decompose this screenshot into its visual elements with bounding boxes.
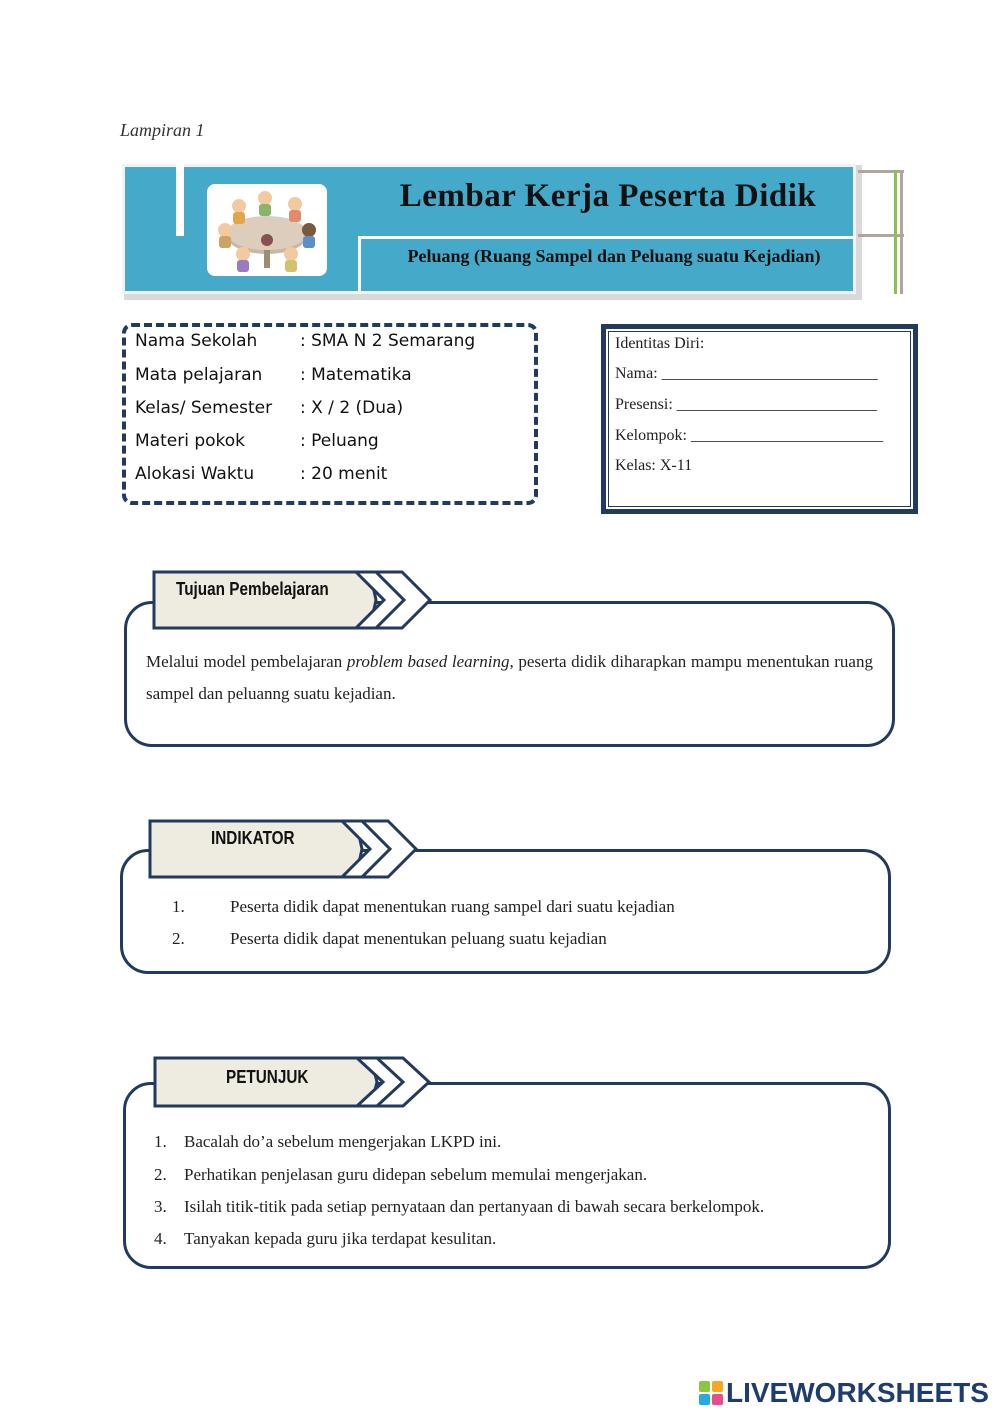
info-label: Alokasi Waktu	[135, 464, 255, 484]
item-number: 4.	[154, 1229, 167, 1248]
class-field: Kelas: X-11	[615, 457, 693, 474]
info-row-class	[135, 398, 404, 418]
indicator-item	[172, 897, 675, 917]
learning-objective-text	[146, 646, 873, 710]
liveworksheets-logo-icon	[698, 1380, 724, 1406]
info-label: Kelas/ Semester	[135, 398, 273, 418]
item-number: 1.	[154, 1132, 167, 1151]
item-number: 2.	[172, 929, 185, 948]
liveworksheets-logo[interactable]	[698, 1376, 989, 1410]
item-text: Tanyakan kepada guru jika terdapat kesulitan.	[184, 1229, 497, 1248]
instructions-title: PETUNJUK	[226, 1067, 309, 1087]
info-value: : 20 menit	[300, 464, 388, 484]
objective-text-start: Melalui model pembelajaran	[146, 652, 347, 671]
info-row-subject	[135, 365, 412, 385]
info-label: Mata pelajaran	[135, 365, 263, 385]
item-text: Perhatikan penjelasan guru didepan sebelum memulai mengerjakan.	[184, 1165, 648, 1184]
instruction-item	[154, 1229, 496, 1249]
item-text: Peserta didik dapat menentukan ruang sampel dari suatu kejadian	[230, 897, 675, 916]
info-value: : Peluang	[300, 431, 379, 451]
indicator-title: INDIKATOR	[211, 828, 295, 848]
info-value: : SMA N 2 Semarang	[300, 331, 476, 351]
item-number: 3.	[154, 1197, 167, 1216]
info-label: Materi pokok	[135, 431, 246, 451]
indicator-tab	[146, 817, 436, 883]
attendance-field[interactable]: Presensi: _________________________	[615, 396, 877, 413]
instruction-item	[154, 1197, 764, 1217]
info-row-topic	[135, 431, 379, 451]
info-label: Nama Sekolah	[135, 331, 258, 351]
info-value: : Matematika	[300, 365, 412, 385]
indicator-item	[172, 929, 607, 949]
objective-text-end: , peserta didik diharapkan mampu menentukan ruang sampel dan peluanng suatu kejadian.	[146, 652, 873, 703]
item-number: 1.	[172, 897, 185, 916]
worksheet-subtitle: Peluang (Ruang Sampel dan Peluang suatu Kejadian)	[407, 246, 821, 266]
item-number: 2.	[154, 1165, 167, 1184]
logo-text: LIVEWORKSHEETS	[726, 1377, 989, 1408]
instruction-item	[154, 1165, 647, 1185]
appendix-label: Lampiran 1	[120, 120, 205, 140]
students-around-table-icon	[207, 184, 327, 276]
item-text: Isilah titik-titik pada setiap pernyataan dan pertanyaan di bawah secara berkelompok.	[184, 1197, 765, 1216]
identity-heading: Identitas Diri:	[615, 335, 705, 352]
name-field[interactable]: Nama: ___________________________	[615, 365, 878, 382]
banner-side-strip	[858, 170, 904, 294]
worksheet-title: Lembar Kerja Peserta Didik	[399, 178, 817, 214]
info-row-school	[135, 331, 476, 351]
item-text: Bacalah do’a sebelum mengerjakan LKPD ini.	[184, 1132, 502, 1151]
identity-inner-frame	[608, 331, 911, 507]
info-value: : X / 2 (Dua)	[300, 398, 404, 418]
banner-notch	[176, 164, 184, 236]
objective-text-italic: problem based learning	[346, 652, 510, 671]
info-row-time	[135, 464, 388, 484]
learning-objective-title: Tujuan Pembelajaran	[176, 579, 329, 599]
group-field[interactable]: Kelompok: ________________________	[615, 427, 883, 444]
learning-objective-tab	[150, 568, 440, 634]
instruction-item	[154, 1132, 501, 1152]
group-discussion-illustration	[207, 184, 327, 276]
item-text: Peserta didik dapat menentukan peluang suatu kejadian	[230, 929, 607, 948]
